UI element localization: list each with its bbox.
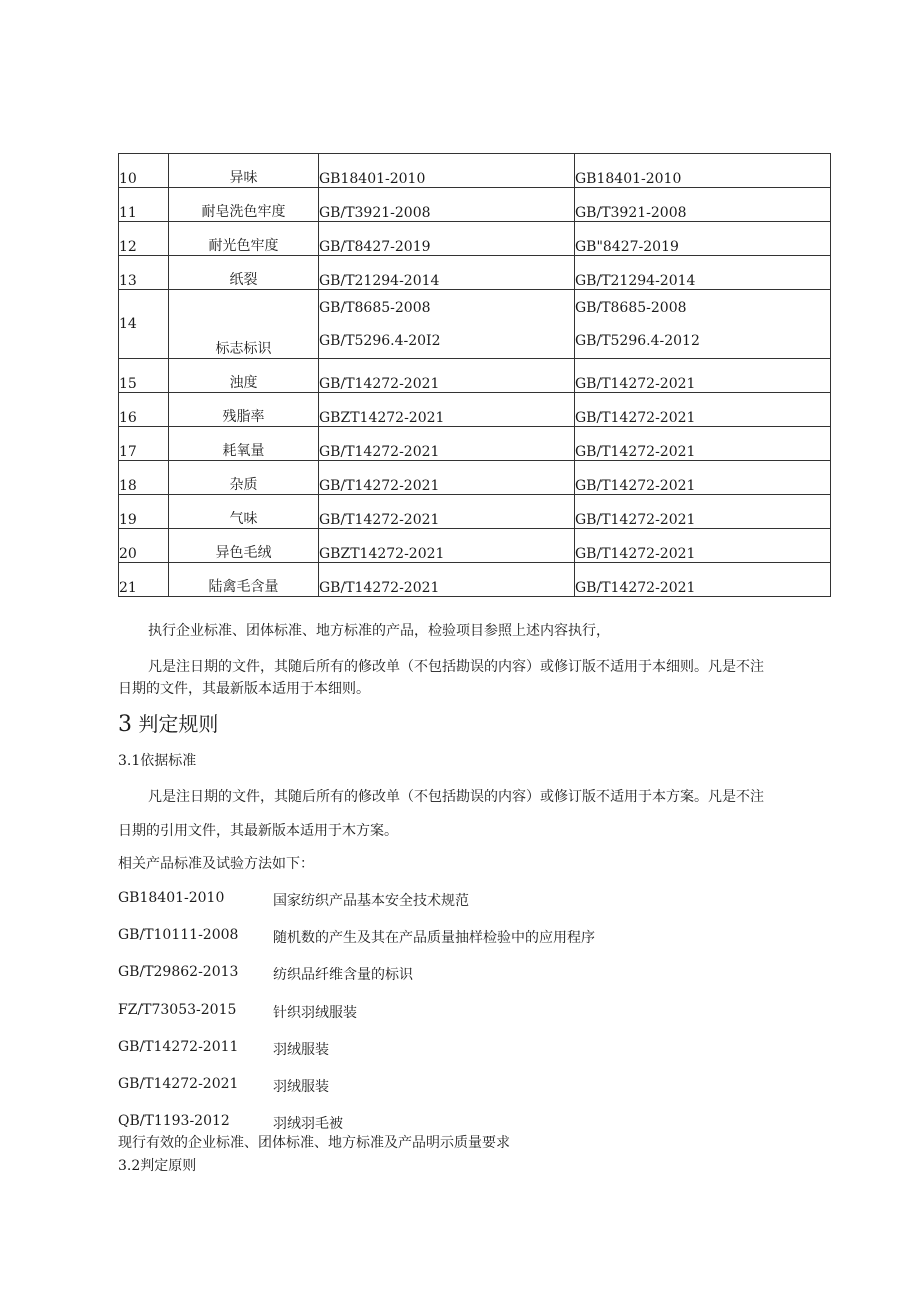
test-item: 耐光色牢度 <box>169 222 319 256</box>
test-item: 耗氧量 <box>169 427 319 461</box>
row-number: 19 <box>119 495 169 529</box>
standard-b: GB"8427-2019 <box>575 222 831 256</box>
standard-a: GBZT14272-2021 <box>319 529 575 563</box>
table-row <box>119 393 831 427</box>
test-item: 标志标识 <box>169 290 319 359</box>
test-item: 气味 <box>169 495 319 529</box>
standard-a-line: GB/T5296.4-20I2 <box>319 333 441 349</box>
row-number: 10 <box>119 154 169 188</box>
row-number: 11 <box>119 188 169 222</box>
test-item: 纸裂 <box>169 256 319 290</box>
row-number: 17 <box>119 427 169 461</box>
test-item: 浊度 <box>169 359 319 393</box>
standard-b: GB/T14272-2021 <box>575 495 831 529</box>
reference-title: 国家纺织产品基本安全技术规范 <box>273 893 469 909</box>
table-row <box>119 563 831 597</box>
subsection-heading-3-2: 3.2判定原则 <box>118 1158 197 1174</box>
test-item: 异味 <box>169 154 319 188</box>
test-item: 杂质 <box>169 461 319 495</box>
standard-a: GBZT14272-2021 <box>319 393 575 427</box>
standard-b: GB/T14272-2021 <box>575 359 831 393</box>
standard-a: GB/T14272-2021 <box>319 359 575 393</box>
standard-b: GB/T14272-2021 <box>575 393 831 427</box>
standard-a <box>319 290 575 359</box>
row-number: 20 <box>119 529 169 563</box>
paragraph-ref-docs-line1: 凡是注日期的文件，其随后所有的修改单（不包括勘误的内容）或修订版不适用于本方案。凡是不注 <box>148 789 764 805</box>
table-row <box>119 256 831 290</box>
table-row <box>119 495 831 529</box>
standard-b: GB/T21294-2014 <box>575 256 831 290</box>
standard-b: GB/T14272-2021 <box>575 563 831 597</box>
reference-title: 羽绒羽毛被 <box>273 1116 343 1132</box>
paragraph-execution-note: 执行企业标准、团体标准、地方标准的产品，检验项目参照上述内容执行， <box>148 623 610 639</box>
standard-a: GB/T14272-2021 <box>319 461 575 495</box>
standard-a: GB/T3921-2008 <box>319 188 575 222</box>
subsection-heading-3-1: 3.1依据标准 <box>118 753 197 769</box>
test-item: 耐皂洗色牢度 <box>169 188 319 222</box>
test-item: 陆禽毛含量 <box>169 563 319 597</box>
reference-code: QB/T1193-2012 <box>118 1113 230 1129</box>
table-row <box>119 154 831 188</box>
table-row <box>119 290 831 359</box>
row-number: 18 <box>119 461 169 495</box>
table-row <box>119 359 831 393</box>
section-title: 判定规则 <box>138 712 219 736</box>
reference-title: 羽绒服装 <box>273 1042 329 1058</box>
standard-a: GB/T14272-2021 <box>319 495 575 529</box>
reference-code: GB/T10111-2008 <box>118 927 239 943</box>
standard-a: GB/T14272-2021 <box>319 563 575 597</box>
table-row <box>119 222 831 256</box>
section-heading-3 <box>118 708 218 737</box>
reference-code: FZ/T73053-2015 <box>118 1002 237 1018</box>
standard-b: GB/T14272-2021 <box>575 529 831 563</box>
reference-title: 针织羽绒服装 <box>273 1005 357 1021</box>
standard-a-line: GB/T8685-2008 <box>319 300 431 316</box>
row-number: 16 <box>119 393 169 427</box>
related-standards-intro: 相关产品标准及试验方法如下： <box>118 856 314 872</box>
closing-requirements-line: 现行有效的企业标准、团体标准、地方标准及产品明示质量要求 <box>118 1135 510 1151</box>
inspection-standards-table <box>118 153 831 597</box>
reference-code: GB18401-2010 <box>118 890 225 906</box>
standard-a: GB/T8427-2019 <box>319 222 575 256</box>
standard-b-line: GB/T8685-2008 <box>575 300 687 316</box>
table-row <box>119 427 831 461</box>
standard-b <box>575 290 831 359</box>
reference-title: 羽绒服装 <box>273 1079 329 1095</box>
section-number: 3 <box>118 712 132 737</box>
standard-b-line: GB/T5296.4-2012 <box>575 333 700 349</box>
table-row <box>119 188 831 222</box>
test-item: 异色毛绒 <box>169 529 319 563</box>
paragraph-ref-docs-line2: 日期的引用文件，其最新版本适用于木方案。 <box>118 823 398 839</box>
row-number: 21 <box>119 563 169 597</box>
standard-b: GB18401-2010 <box>575 154 831 188</box>
row-number: 12 <box>119 222 169 256</box>
table-row <box>119 461 831 495</box>
standard-b: GB/T14272-2021 <box>575 427 831 461</box>
test-item: 残脂率 <box>169 393 319 427</box>
standard-a: GB/T21294-2014 <box>319 256 575 290</box>
row-number: 13 <box>119 256 169 290</box>
row-number: 15 <box>119 359 169 393</box>
reference-title: 纺织品纤维含量的标识 <box>273 967 413 983</box>
standard-b: GB/T3921-2008 <box>575 188 831 222</box>
reference-code: GB/T14272-2021 <box>118 1076 239 1092</box>
standard-a: GB18401-2010 <box>319 154 575 188</box>
reference-title: 随机数的产生及其在产品质量抽样检验中的应用程序 <box>273 930 595 946</box>
row-number: 14 <box>119 290 169 359</box>
reference-code: GB/T29862-2013 <box>118 964 239 980</box>
standard-b: GB/T14272-2021 <box>575 461 831 495</box>
paragraph-dated-docs-line1: 凡是注日期的文件，其随后所有的修改单（不包括勘误的内容）或修订版不适用于本细则。凡是不注 <box>148 659 764 675</box>
standard-a: GB/T14272-2021 <box>319 427 575 461</box>
reference-code: GB/T14272-2011 <box>118 1039 239 1055</box>
table-row <box>119 529 831 563</box>
paragraph-dated-docs-line2: 日期的文件，其最新版本适用于本细则。 <box>118 681 370 697</box>
